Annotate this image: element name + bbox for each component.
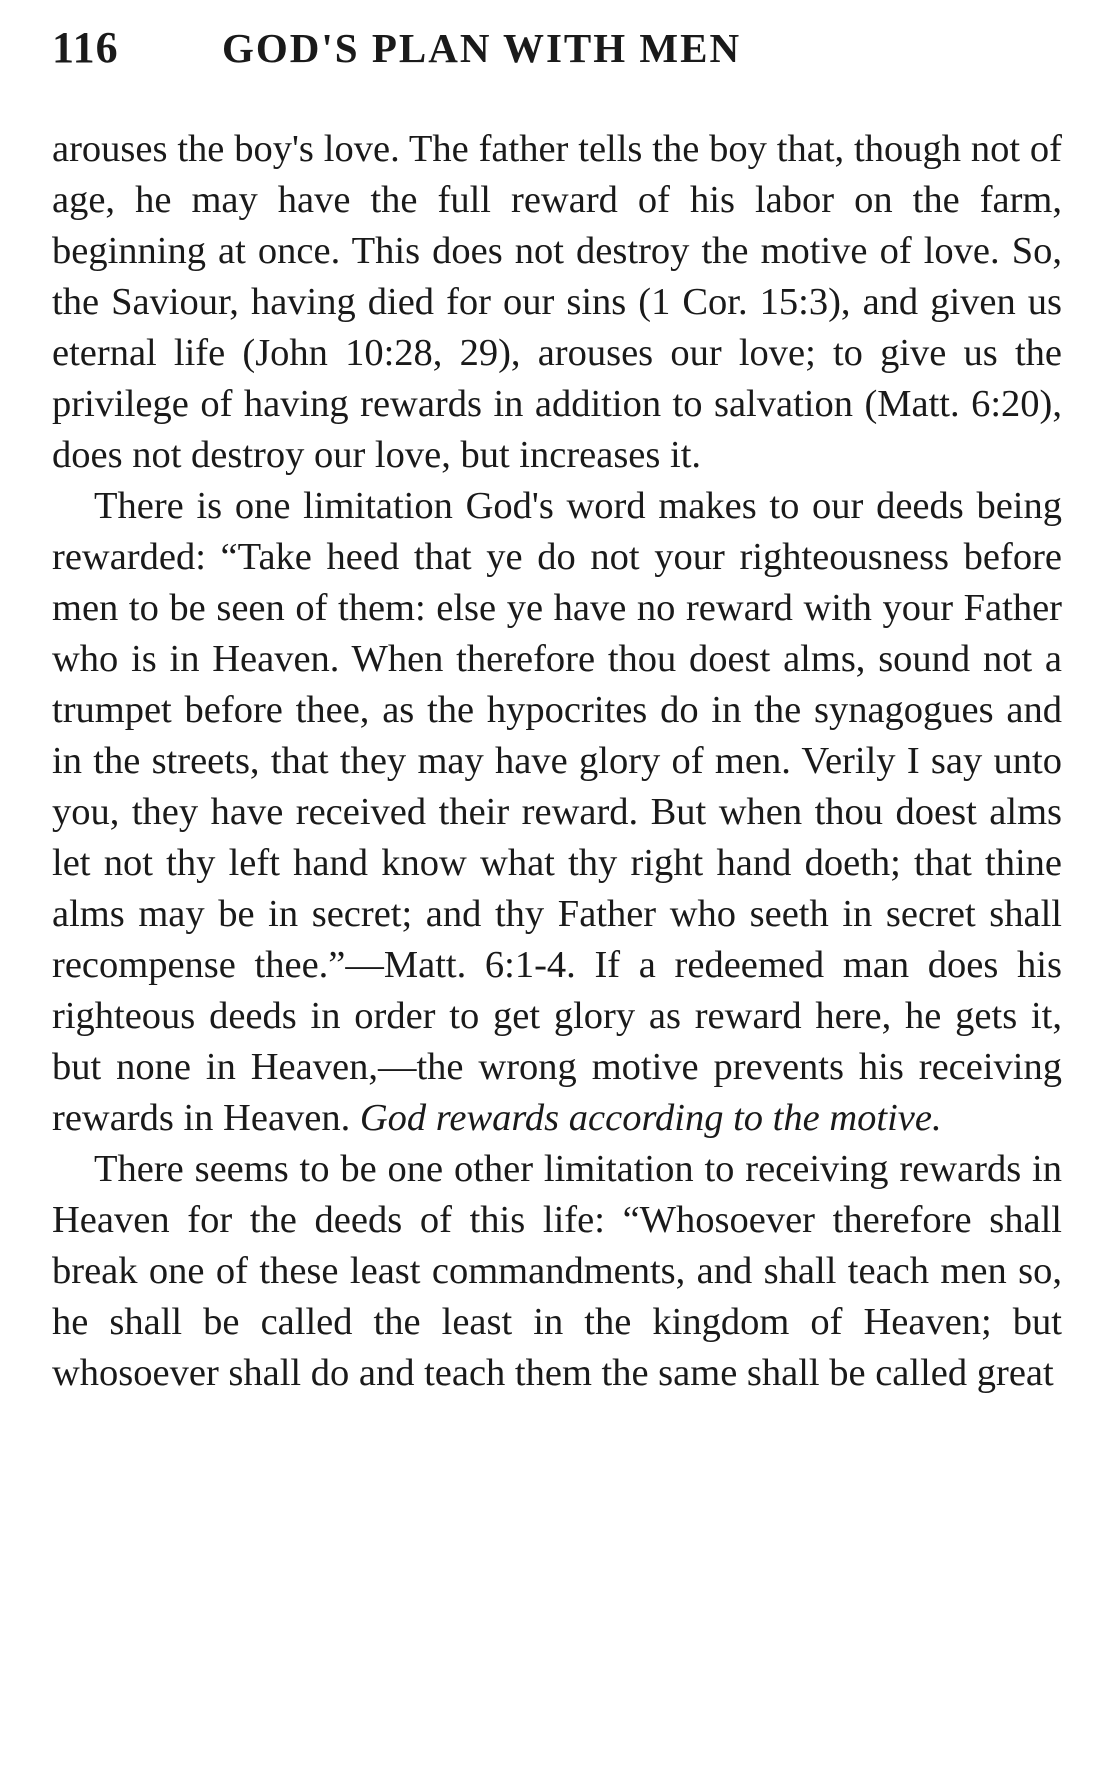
paragraph-other-limitation: There seems to be one other limitation to receiving rewards in Heaven for the deeds of this life: “Whosoever therefore shall break one of these least commandments, and shall teach men so, he shall be called the least in the kingdom of Heaven; but whosoever shall do and teach them the same shall be called great [52, 1148, 1062, 1394]
italic-emphasis: God rewards according to the motive. [359, 1097, 942, 1139]
paragraph-limitation [52, 481, 1062, 1144]
book-page [52, 22, 1062, 1399]
paragraph-limitation-text: There is one limitation God's word makes to our deeds being rewarded: “Take heed that ye do not your righteousness before men to be seen of them: else ye have no reward with your Father who is in Heaven. When therefore thou doest alms, sound not a trumpet before thee, as the hypocrites do in the synagogues and in the streets, that they may have glory of men. Verily I say unto you, they have received their reward. But when thou doest alms let not thy left hand know what thy right hand doeth; that thine alms may be in secret; and thy Father who seeth in secret shall recompense thee.”—Matt. 6:1-4. If a redeemed man does his righteous deeds in order to get glory as reward here, he gets it, but none in Heaven,—the wrong motive prevents his receiving rewards in Heaven. [52, 485, 1062, 1139]
running-title: GOD'S PLAN WITH MEN [222, 25, 742, 71]
page-number: 116 [52, 23, 119, 72]
paragraph-continued: arouses the boy's love. The father tells the boy that, though not of age, he may have the full reward of his labor on the farm, beginning at once. This does not destroy the motive of love. So, the Saviour, having died for our sins (1 Cor. 15:3), and given us eternal life (John 10:28, 29), arouses our love; to give us the privilege of having rewards in addition to salvation (Matt. 6:20), does not destroy our love, but increases it. [52, 128, 1062, 476]
running-header [52, 22, 1062, 82]
